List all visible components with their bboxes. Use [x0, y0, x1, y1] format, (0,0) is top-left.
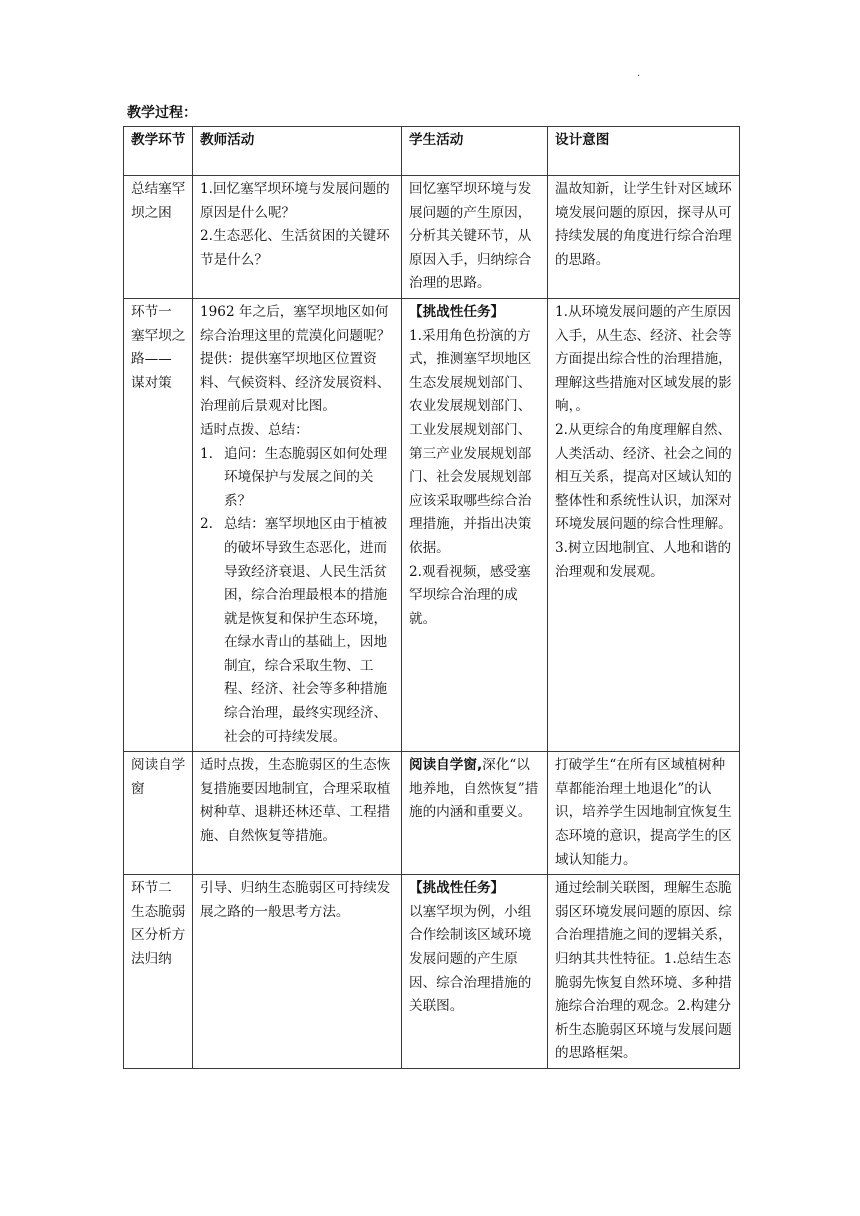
- table-row: [124, 752, 740, 875]
- table-header-row: [124, 127, 740, 176]
- teacher-text: 2.生态恶化、生活贫困的关键环节是什么？: [200, 228, 390, 268]
- student-cell: [402, 752, 548, 875]
- teacher-cell: [193, 298, 402, 751]
- table-row: [124, 176, 740, 299]
- student-text: 以塞罕坝为例，小组合作绘制该区域环境发展问题的产生原因、综合治理措施的关联图。: [409, 903, 532, 1015]
- intent-cell: [548, 176, 740, 299]
- teacher-text: 1.回忆塞罕坝环境与发展问题的原因是什么呢？: [200, 181, 390, 221]
- header-teacher: 教师活动: [193, 127, 402, 176]
- teacher-text: 1962 年之后，塞罕坝地区如何综合治理这里的荒漠化问题呢？: [200, 303, 391, 344]
- teacher-text: 引导、归纳生态脆弱区可持续发展之路的一般思考方法。: [200, 880, 391, 920]
- header-stage: 教学环节: [124, 127, 193, 176]
- student-cell: [402, 176, 548, 299]
- teacher-text: 提供：提供塞罕坝地区位置资料、气候资料、经济发展资料、治理前后景观对比图。: [200, 351, 391, 415]
- table-row: [124, 298, 740, 751]
- teacher-cell: [193, 875, 402, 1069]
- page-dot: .: [637, 68, 641, 79]
- student-cell: [402, 875, 548, 1069]
- challenge-task-label: 【挑战性任务】: [409, 880, 505, 897]
- challenge-task-label: 【挑战性任务】: [409, 303, 505, 320]
- header-intent: 设计意图: [548, 127, 740, 176]
- intent-text: 通过绘制关联图，理解生态脆弱区环境发展问题的原因、综合治理措施之间的逻辑关系，归纳其共性特征。1.总结生态脆弱先恢复自然环境、多种措施综合治理的观念。2.构建分析生态脆弱区环境与发展问题的思路框架。: [555, 880, 732, 1062]
- teacher-list-item: 1. 追问：生态脆弱区如何处理环境保护与发展之间的关系？: [200, 445, 388, 509]
- table-row: [124, 875, 740, 1069]
- student-text: 2.观看视频，感受塞罕坝综合治理的成就。: [409, 563, 531, 627]
- teacher-list-item: 2. 总结：塞罕坝地区由于植被的破坏导致生态恶化，进而导致经济衰退、人民生活贫困，综合治理最根本的措施就是恢复和保护生态环境，在绿水青山的基础上，因地制宜，综合采取生物、工程、经济、社会等多种措施综合治理，最终实现经济、社会的可持续发展。: [200, 516, 388, 745]
- teacher-text: 适时点拨，生态脆弱区的生态恢复措施要因地制宜，合理采取植树种草、退耕还林还草、工程措施、自然恢复等措施。: [200, 757, 391, 845]
- section-heading: 教学过程：: [127, 105, 197, 121]
- teaching-process-table: [123, 126, 740, 1069]
- student-text: 阅读自学窗,深化“以地养地，自然恢复”措施的内涵和重要义。: [409, 757, 539, 821]
- intent-cell: [548, 752, 740, 875]
- student-text: 回忆塞罕坝环境与发展问题的产生原因，分析其关键环节，从原因入手，归纳综合治理的思路。: [409, 181, 532, 292]
- intent-text: 温故知新，让学生针对区域环境发展问题的原因，探寻从可持续发展的角度进行综合治理的思路。: [555, 181, 732, 268]
- stage-cell: 阅读自学窗: [124, 752, 193, 875]
- intent-text: 1.从环境发展问题的产生原因入手，从生态、经济、社会等方面提出综合性的治理措施，理解这些措施对区域发展的影响，。: [555, 303, 732, 415]
- teacher-cell: [193, 752, 402, 875]
- intent-text: 3.树立因地制宜、人地和谐的治理观和发展观。: [555, 539, 732, 580]
- teacher-text: 适时点拨、总结：: [200, 421, 309, 438]
- intent-cell: [548, 875, 740, 1069]
- header-student: 学生活动: [402, 127, 548, 176]
- stage-cell: 环节一 塞罕坝之路—— 谋对策: [124, 298, 193, 751]
- intent-text: 2.从更综合的角度理解自然、人类活动、经济、社会之间的相互关系，提高对区域认知的整体性和系统性认识，加深对环境发展问题的综合性理解。: [555, 421, 732, 533]
- student-cell: [402, 298, 548, 751]
- student-text: 1.采用角色扮演的方式，推测塞罕坝地区生态发展规划部门、农业发展规划部门、工业发展规划部门、第三产业发展规划部门、社会发展规划部应该采取哪些综合治理措施，并指出决策依据。: [409, 327, 532, 556]
- stage-cell: 总结塞罕坝之困: [124, 176, 193, 299]
- intent-cell: [548, 298, 740, 751]
- stage-cell: 环节二 生态脆弱区分析方法归纳: [124, 875, 193, 1069]
- teacher-cell: [193, 176, 402, 299]
- intent-text: 打破学生“在所有区域植树种草都能治理土地退化”的认识，培养学生因地制宜恢复生态环境的意识，提高学生的区域认知能力。: [555, 757, 732, 868]
